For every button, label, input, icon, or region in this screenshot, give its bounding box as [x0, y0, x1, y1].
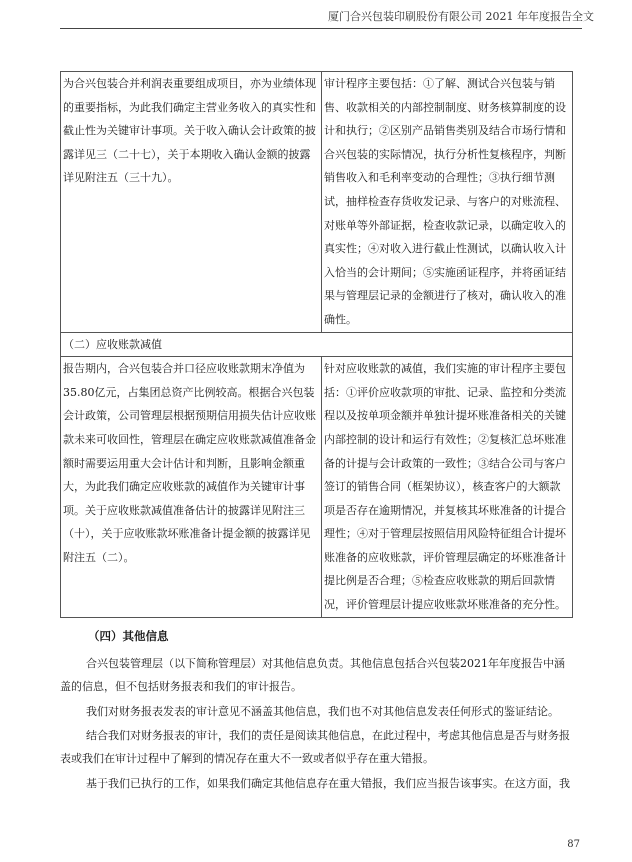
- table-row: [61, 357, 573, 618]
- header-divider: [60, 28, 582, 29]
- table-row: [61, 332, 573, 357]
- receivables-section-title: （二）应收账款减值: [61, 332, 573, 357]
- revenue-response-cell: 审计程序主要包括：①了解、测试合兴包装与销售、收款相关的内部控制制度、财务核算制度的设计和执行；②区别产品销售类别及结合市场行情和合兴包装的实际情况，执行分析性复核程序，判断销售收入和毛利率变动的合理性；③执行细节测试，抽样检查存货收发记录、与客户的对账流程、对账单等外部证据，检查收款记录，以确定收入的真实性；④对收入进行截止性测试，以确认收入计入恰当的会计期间；⑤实施函证程序，并将函证结果与管理层记录的金额进行了核对，确认收入的准确性。: [322, 72, 573, 333]
- other-info-paragraph: 结合我们对财务报表的审计，我们的责任是阅读其他信息，在此过程中，考虑其他信息是否与财务报表或我们在审计过程中了解到的情况存在重大不一致或者似乎存在重大错报。: [60, 729, 570, 765]
- receivables-matter-cell: 报告期内，合兴包装合并口径应收账款期末净值为35.80亿元，占集团总资产比例较高。根据合兴包装会计政策，公司管理层根据预期信用损失估计应收账款未来可收回性，管理层在确定应收账款减值准备金额时需要运用重大会计估计和判断，且影响金额重大，为此我们确定应收账款的减值作为关键审计事项。关于应收账款减值准备估计的披露详见附注三（十），关于应收账款坏账准备计提金额的披露详见附注五（二）。: [61, 357, 322, 618]
- table-row: [61, 72, 573, 333]
- revenue-matter-cell: 为合兴包装合并利润表重要组成项目，亦为业绩体现的重要指标，为此我们确定主营业务收入的真实性和截止性为关键审计事项。关于收入确认会计政策的披露详见三（二十七），关于本期收入确认金额的披露详见附注五（三十九）。: [61, 72, 322, 333]
- receivables-response-cell: 针对应收账款的减值，我们实施的审计程序主要包括：①评价应收款项的审批、记录、监控和分类流程以及按单项金额并单独计提坏账准备相关的关键内部控制的设计和运行有效性；②复核汇总坏账准备的计提与会计政策的一致性；③结合公司与客户签订的销售合同（框架协议），核查客户的大额款项是否存在逾期情况，并复核其坏账准备的计提合理性；④对于管理层按照信用风险特征组合计提坏账准备的应收账款，评价管理层确定的坏账准备计提比例是否合理；⑤检查应收账款的期后回款情况，评价管理层计提应收账款坏账准备的充分性。: [322, 357, 573, 618]
- other-info-paragraph: 基于我们已执行的工作，如果我们确定其他信息存在重大错报，我们应当报告该事实。在这方面，我: [86, 777, 570, 790]
- page-number: 87: [567, 839, 580, 850]
- other-info-paragraph: 合兴包装管理层（以下简称管理层）对其他信息负责。其他信息包括合兴包装2021年年度报告中涵盖的信息，但不包括财务报表和我们的审计报告。: [60, 657, 565, 693]
- other-info-paragraph: 我们对财务报表发表的审计意见不涵盖其他信息，我们也不对其他信息发表任何形式的鉴证结论。: [86, 705, 559, 718]
- other-info-heading: （四）其他信息: [88, 629, 169, 643]
- key-audit-matters-table: [60, 71, 573, 618]
- report-header-title: 厦门合兴包装印刷股份有限公司 2021 年年度报告全文: [328, 10, 594, 23]
